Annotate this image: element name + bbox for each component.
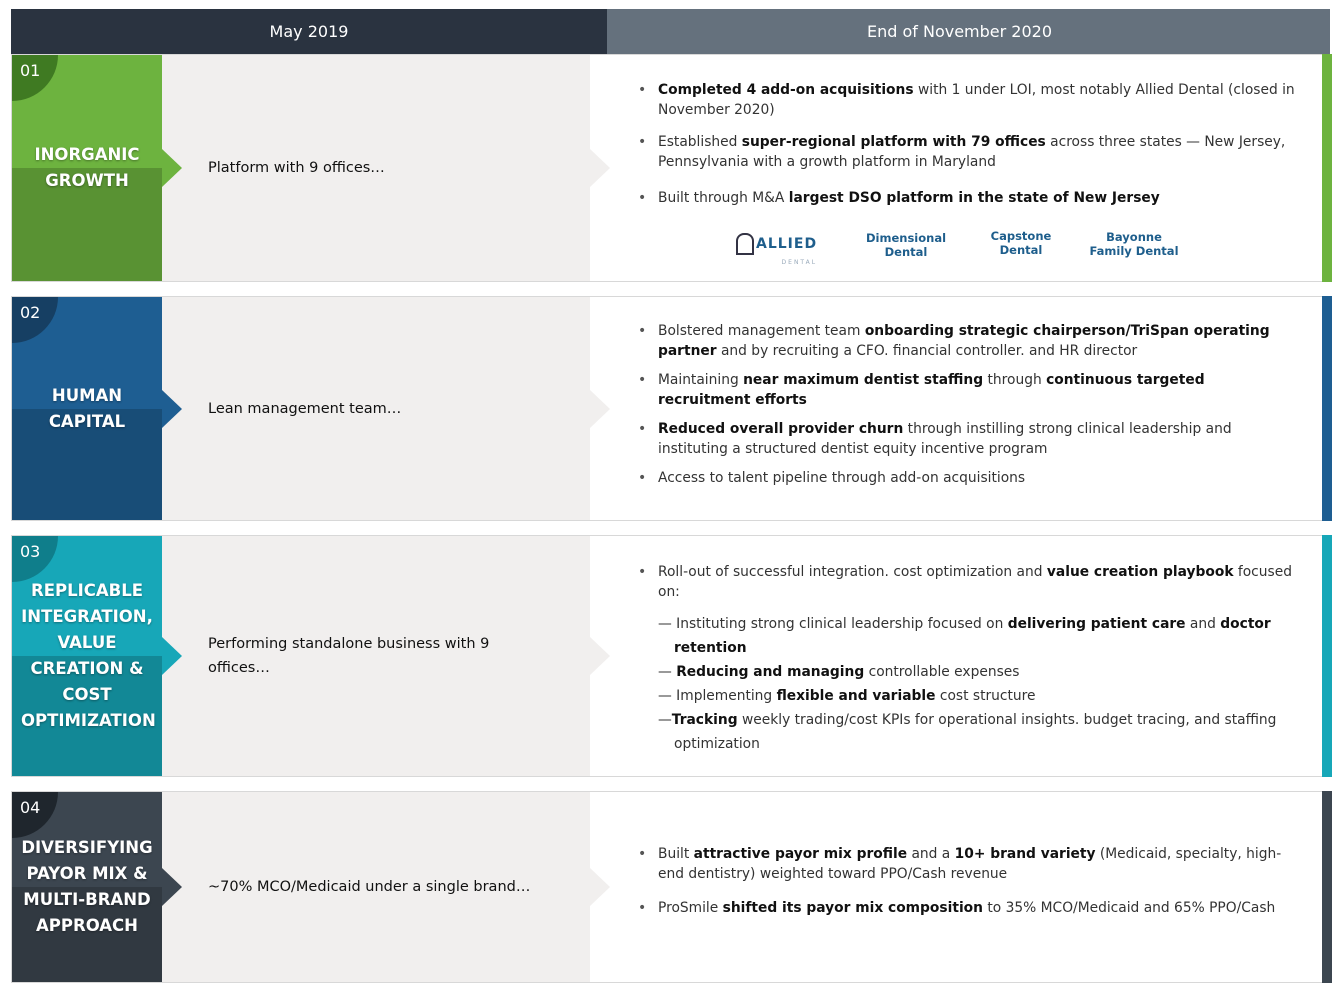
bold-text: Completed 4 add-on acquisitions (658, 82, 914, 98)
may-text: ~70% MCO/Medicaid under a single brand… (208, 879, 531, 895)
nov-cell (590, 792, 1331, 982)
text-segment: and by recruiting a CFO. financial controller. and HR director (716, 343, 1138, 359)
row-inorganic-growth (11, 54, 1332, 282)
nov-cell (590, 297, 1331, 520)
tooth-icon (736, 233, 754, 255)
bullet-item (638, 132, 1301, 172)
may-arrow (590, 149, 610, 187)
dimensional-dental-logo: Dimensional Dental (866, 231, 947, 259)
text-segment: — Instituting strong clinical leadership focused on (658, 616, 1008, 632)
logo-strip (736, 229, 1196, 269)
row-number: 01 (12, 55, 58, 101)
may-arrow (590, 637, 610, 675)
row-label-text: HUMAN CAPITAL (48, 385, 126, 431)
row-payor-mix (11, 791, 1332, 983)
may-text: Platform with 9 offices… (208, 160, 385, 176)
bold-text: super-regional platform with 79 offices (741, 134, 1046, 150)
bold-text: value creation playbook (1046, 564, 1234, 580)
row-human-capital (11, 296, 1332, 521)
text-segment: weekly trading/cost KPIs for operational insights. budget tracing, and staffing optimization (674, 712, 1277, 752)
bold-text: doctor retention (674, 616, 1271, 656)
bullet-list (638, 321, 1301, 488)
text-segment: (Medicaid, specialty, high-end dentistry) weighted toward PPO/Cash revenue (658, 846, 1282, 882)
row-integration (11, 535, 1332, 777)
may-cell (162, 55, 590, 281)
text-segment: Maintaining (658, 372, 744, 388)
bold-text: near maximum dentist staffing (743, 372, 984, 388)
header-arrow (589, 9, 607, 53)
bullet-item (638, 898, 1301, 918)
bayonne-family-dental-logo: Bayonne Family Dental (1089, 230, 1179, 258)
table-header (11, 9, 1330, 54)
capstone-dental-logo: Capstone Dental (990, 229, 1052, 257)
sub-list (638, 612, 1301, 756)
bold-text: Tracking (671, 712, 738, 728)
text-segment: through instilling strong clinical leadership and instituting a structured dentist equity incentive program (658, 421, 1232, 457)
label-arrow (162, 868, 182, 906)
allied-dental-logo (736, 233, 817, 273)
row-label-text: DIVERSIFYING PAYOR MIX & MULTI-BRAND APPROACH (21, 838, 153, 935)
bullet-list (638, 80, 1301, 208)
header-left-label: May 2019 (269, 22, 349, 41)
bold-text: Reduced overall provider churn (658, 421, 904, 437)
nov-cell (590, 536, 1331, 776)
bullet-item (638, 80, 1301, 120)
text-segment: through (983, 372, 1047, 388)
text-segment: controllable expenses (864, 664, 1020, 680)
row-label-text: REPLICABLE INTEGRATION, VALUE CREATION & COST OPTIMIZATION (21, 581, 156, 730)
bullet-item (638, 562, 1301, 602)
may-cell (162, 792, 590, 982)
text-segment: Established (658, 134, 742, 150)
header-nov-2020 (589, 9, 1330, 54)
bullet-list (638, 562, 1301, 602)
row-color-bar (1322, 54, 1332, 282)
header-right-label: End of November 2020 (866, 22, 1053, 41)
may-arrow (590, 868, 610, 906)
bold-text: delivering patient care (1007, 616, 1186, 632)
text-segment: Bolstered management team (658, 323, 865, 339)
text-segment: across three states — New Jersey, Pennsylvania with a growth platform in Maryland (658, 134, 1286, 170)
bold-text: shifted its payor mix composition (722, 900, 983, 916)
bold-text: onboarding strategic chairperson/TriSpan operating partner (658, 323, 1270, 359)
bold-text: flexible and variable (776, 688, 936, 704)
bold-text: attractive payor mix profile (693, 846, 908, 862)
sub-item (658, 660, 1301, 684)
may-cell (162, 297, 590, 520)
text-segment: to 35% MCO/Medicaid and 65% PPO/Cash (982, 900, 1276, 916)
bullet-item (638, 844, 1301, 884)
text-segment: Roll-out of successful integration. cost optimization and (658, 564, 1047, 580)
bold-text: Reducing and managing (676, 664, 865, 680)
bold-text: largest DSO platform in the state of New Jersey (788, 190, 1160, 206)
row-color-bar (1322, 296, 1332, 521)
allied-logo-subtext: DENTAL (781, 259, 818, 266)
bullet-item (638, 468, 1301, 488)
sub-item (658, 612, 1301, 660)
text-segment: cost structure (935, 688, 1036, 704)
row-number: 02 (12, 297, 58, 343)
may-arrow (590, 390, 610, 428)
nov-cell (590, 55, 1331, 281)
bullet-item (638, 321, 1301, 361)
row-number: 03 (12, 536, 58, 582)
text-segment: Built through M&A (658, 190, 789, 206)
label-arrow (162, 637, 182, 675)
bold-text: continuous targeted recruitment efforts (658, 372, 1205, 408)
may-cell (162, 536, 590, 776)
row-label-text: INORGANIC GROWTH (34, 145, 140, 190)
header-may-2019 (11, 9, 607, 54)
bullet-item (638, 370, 1301, 410)
text-segment: ProSmile (658, 900, 723, 916)
sub-item (658, 684, 1301, 708)
text-segment: with 1 under LOI, most notably Allied Dental (closed in November 2020) (658, 82, 1295, 118)
allied-logo-text: ALLIED (756, 236, 818, 252)
text-segment: focused on: (658, 564, 1292, 600)
text-segment: — Implementing (658, 688, 777, 704)
text-segment: — (658, 664, 677, 680)
text-segment: and (1185, 616, 1221, 632)
bullet-item (638, 188, 1301, 208)
may-text: Lean management team… (208, 400, 402, 417)
text-segment: and a (907, 846, 955, 862)
text-segment: — (658, 712, 672, 728)
text-segment: Built (658, 846, 694, 862)
label-arrow (162, 149, 182, 187)
text-segment: Access to talent pipeline through add-on acquisitions (658, 470, 1026, 486)
label-arrow (162, 390, 182, 428)
row-color-bar (1322, 791, 1332, 983)
bullet-item (638, 419, 1301, 459)
row-color-bar (1322, 535, 1332, 777)
sub-item (658, 708, 1301, 756)
bold-text: 10+ brand variety (954, 846, 1096, 862)
may-text: Performing standalone business with 9 offices… (208, 636, 490, 676)
row-number: 04 (12, 792, 58, 838)
bullet-list (638, 844, 1301, 918)
